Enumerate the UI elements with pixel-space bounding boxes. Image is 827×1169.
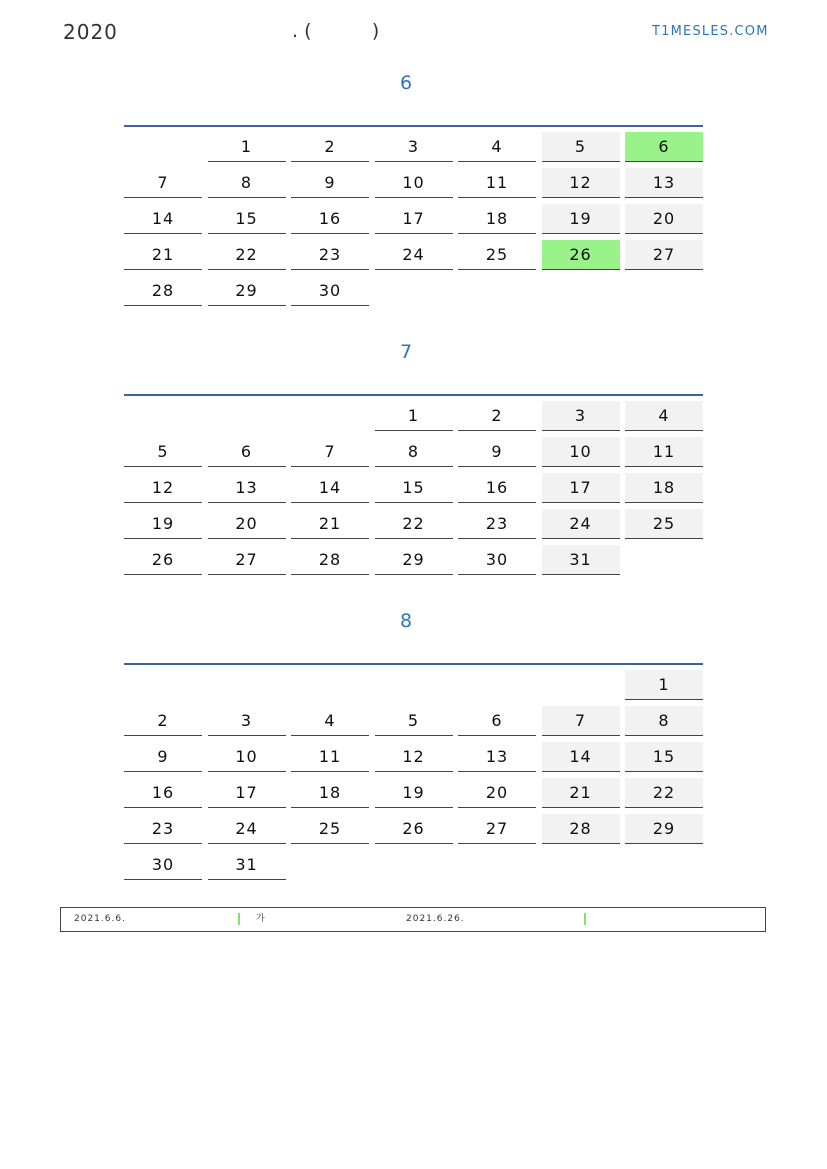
day-cell: 21 — [291, 509, 369, 539]
day-cell: 6 — [208, 437, 286, 467]
day-cell: 29 — [625, 814, 703, 844]
month-divider — [124, 125, 703, 127]
page-header — [0, 20, 827, 46]
day-cell: 24 — [208, 814, 286, 844]
day-cell: 1 — [208, 132, 286, 162]
day-cell: 29 — [208, 276, 286, 306]
document-year: 2020 — [63, 20, 118, 44]
day-cell: 28 — [124, 276, 202, 306]
day-cell: 4 — [625, 401, 703, 431]
day-cell: 1 — [625, 670, 703, 700]
day-cell: 11 — [625, 437, 703, 467]
day-cell: 25 — [458, 240, 536, 270]
day-cell: 16 — [124, 778, 202, 808]
day-cell: 10 — [542, 437, 620, 467]
day-cell: 10 — [208, 742, 286, 772]
day-cell: 14 — [291, 473, 369, 503]
day-cell: 19 — [124, 509, 202, 539]
day-cell: 31 — [208, 850, 286, 880]
day-cell: 25 — [291, 814, 369, 844]
day-cell: 12 — [542, 168, 620, 198]
day-cell: 9 — [458, 437, 536, 467]
holiday-day-cell: 26 — [542, 240, 620, 270]
legend-marker — [584, 913, 586, 925]
day-cell: 8 — [375, 437, 453, 467]
day-cell: 5 — [124, 437, 202, 467]
day-cell: 22 — [208, 240, 286, 270]
day-cell: 11 — [291, 742, 369, 772]
day-cell: 4 — [458, 132, 536, 162]
day-cell: 10 — [375, 168, 453, 198]
day-cell: 18 — [625, 473, 703, 503]
day-cell: 7 — [124, 168, 202, 198]
day-cell: 20 — [208, 509, 286, 539]
month-title: 6 — [399, 72, 413, 94]
day-cell: 19 — [542, 204, 620, 234]
day-cell: 7 — [542, 706, 620, 736]
day-cell: 2 — [124, 706, 202, 736]
document-subtitle: . ( ) — [292, 20, 380, 42]
day-cell: 18 — [291, 778, 369, 808]
legend-date: 2021.6.26. — [406, 914, 465, 924]
day-cell: 11 — [458, 168, 536, 198]
day-cell: 17 — [208, 778, 286, 808]
day-cell: 13 — [458, 742, 536, 772]
day-cell: 29 — [375, 545, 453, 575]
legend-date: 2021.6.6. — [74, 914, 126, 924]
day-cell: 8 — [208, 168, 286, 198]
day-cell: 30 — [124, 850, 202, 880]
holiday-legend — [60, 907, 766, 932]
day-cell: 17 — [375, 204, 453, 234]
day-cell: 27 — [458, 814, 536, 844]
day-cell: 17 — [542, 473, 620, 503]
day-cell: 23 — [458, 509, 536, 539]
day-cell: 13 — [625, 168, 703, 198]
month-divider — [124, 663, 703, 665]
day-cell: 3 — [542, 401, 620, 431]
day-cell: 21 — [124, 240, 202, 270]
site-link[interactable]: T1MESLES.COM — [652, 24, 769, 39]
day-cell: 15 — [375, 473, 453, 503]
day-cell: 5 — [375, 706, 453, 736]
day-cell: 22 — [625, 778, 703, 808]
day-cell: 16 — [458, 473, 536, 503]
month-title: 7 — [399, 341, 413, 363]
holiday-day-cell: 6 — [625, 132, 703, 162]
day-cell: 2 — [458, 401, 536, 431]
day-cell: 16 — [291, 204, 369, 234]
day-cell: 20 — [625, 204, 703, 234]
day-cell: 23 — [291, 240, 369, 270]
legend-label: 가 — [256, 914, 266, 924]
day-cell: 9 — [291, 168, 369, 198]
day-cell: 30 — [458, 545, 536, 575]
day-cell: 15 — [208, 204, 286, 234]
day-cell: 21 — [542, 778, 620, 808]
day-cell: 18 — [458, 204, 536, 234]
day-cell: 3 — [375, 132, 453, 162]
day-cell: 22 — [375, 509, 453, 539]
day-cell: 4 — [291, 706, 369, 736]
day-cell: 28 — [542, 814, 620, 844]
day-cell: 5 — [542, 132, 620, 162]
day-cell: 3 — [208, 706, 286, 736]
day-cell: 14 — [542, 742, 620, 772]
day-cell: 28 — [291, 545, 369, 575]
day-cell: 25 — [625, 509, 703, 539]
day-cell: 1 — [375, 401, 453, 431]
day-cell: 12 — [124, 473, 202, 503]
day-cell: 13 — [208, 473, 286, 503]
day-cell: 23 — [124, 814, 202, 844]
day-cell: 31 — [542, 545, 620, 575]
day-cell: 26 — [375, 814, 453, 844]
day-cell: 30 — [291, 276, 369, 306]
day-cell: 12 — [375, 742, 453, 772]
day-cell: 8 — [625, 706, 703, 736]
day-cell: 20 — [458, 778, 536, 808]
legend-marker — [238, 913, 240, 925]
month-divider — [124, 394, 703, 396]
month-title: 8 — [399, 610, 413, 632]
day-cell: 15 — [625, 742, 703, 772]
day-cell: 9 — [124, 742, 202, 772]
day-cell: 24 — [542, 509, 620, 539]
day-cell: 7 — [291, 437, 369, 467]
day-cell: 27 — [208, 545, 286, 575]
day-cell: 24 — [375, 240, 453, 270]
day-cell: 6 — [458, 706, 536, 736]
day-cell: 2 — [291, 132, 369, 162]
day-cell: 26 — [124, 545, 202, 575]
day-cell: 14 — [124, 204, 202, 234]
day-cell: 19 — [375, 778, 453, 808]
day-cell: 27 — [625, 240, 703, 270]
